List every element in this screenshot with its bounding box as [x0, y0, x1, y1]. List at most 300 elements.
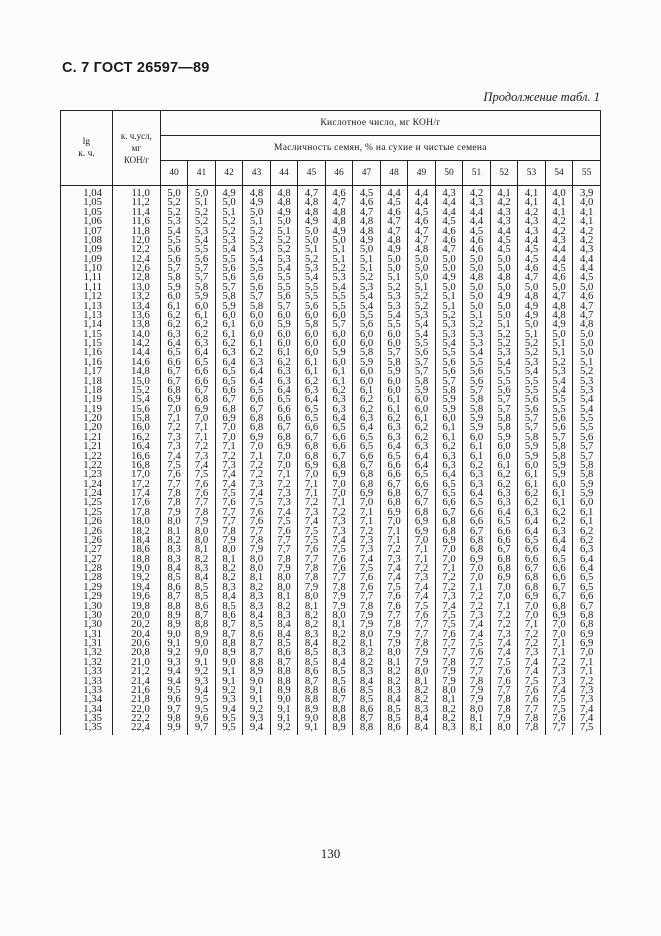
cell-oil-value: 8,4	[325, 658, 353, 667]
cell-oil-value: 5,4	[573, 395, 601, 404]
cell-oil-value: 6,0	[490, 442, 518, 451]
cell-oil-value: 7,5	[270, 517, 298, 526]
cell-oil-value: 6,6	[518, 545, 546, 554]
cell-oil-value: 7,5	[160, 461, 188, 470]
cell-oil-value: 7,5	[188, 470, 216, 479]
cell-oil-value: 6,1	[215, 330, 243, 339]
cell-oil-value: 6,1	[490, 461, 518, 470]
column-header-acid-conditional	[112, 111, 160, 186]
cell-oil-value: 7,4	[490, 648, 518, 657]
cell-lg: 1,09	[61, 255, 113, 264]
cell-oil-value: 4,7	[435, 245, 463, 254]
cell-acid-conditional: 18,8	[112, 555, 160, 564]
cell-acid-conditional: 20,0	[112, 611, 160, 620]
cell-oil-value: 7,4	[215, 470, 243, 479]
cell-oil-value: 8,1	[408, 677, 436, 686]
cell-lg: 1,26	[61, 536, 113, 545]
column-header-acid-conditional-line2: мг	[131, 143, 142, 153]
cell-oil-value: 6,7	[435, 508, 463, 517]
cell-oil-value: 5,1	[380, 273, 408, 282]
cell-oil-value: 7,2	[325, 508, 353, 517]
cell-lg: 1,16	[61, 358, 113, 367]
cell-oil-value: 6,6	[573, 592, 601, 601]
cell-oil-value: 6,0	[188, 302, 216, 311]
cell-oil-value: 7,6	[325, 564, 353, 573]
cell-oil-value: 6,5	[298, 414, 326, 423]
cell-oil-value: 5,7	[408, 367, 436, 376]
cell-oil-value: 5,0	[518, 320, 546, 329]
cell-oil-value: 6,5	[298, 405, 326, 414]
cell-oil-value: 6,3	[188, 339, 216, 348]
cell-oil-value: 8,3	[243, 602, 271, 611]
cell-oil-value: 8,1	[188, 545, 216, 554]
cell-oil-value: 6,2	[573, 527, 601, 536]
cell-oil-value: 5,2	[325, 264, 353, 273]
cell-oil-value: 8,2	[353, 658, 381, 667]
data-table	[60, 110, 601, 735]
cell-oil-value: 4,9	[325, 227, 353, 236]
cell-oil-value: 8,4	[243, 611, 271, 620]
cell-acid-conditional: 12,4	[112, 255, 160, 264]
cell-oil-value: 6,2	[463, 461, 491, 470]
cell-oil-value: 6,2	[215, 339, 243, 348]
cell-oil-value: 7,0	[435, 555, 463, 564]
cell-acid-conditional: 14,2	[112, 339, 160, 348]
cell-oil-value: 6,4	[353, 423, 381, 432]
oil-column-header: 42	[215, 161, 243, 186]
cell-oil-value: 8,2	[380, 677, 408, 686]
cell-oil-value: 5,3	[463, 330, 491, 339]
cell-oil-value: 7,7	[270, 545, 298, 554]
cell-oil-value: 6,5	[518, 536, 546, 545]
cell-oil-value: 8,2	[325, 630, 353, 639]
cell-oil-value: 6,2	[518, 498, 546, 507]
oil-column-header: 53	[518, 161, 546, 186]
cell-oil-value: 8,7	[243, 648, 271, 657]
cell-oil-value: 6,2	[545, 517, 573, 526]
cell-oil-value: 6,0	[215, 311, 243, 320]
cell-oil-value: 7,2	[435, 573, 463, 582]
cell-oil-value: 5,0	[270, 217, 298, 226]
cell-oil-value: 8,2	[188, 555, 216, 564]
cell-oil-value: 7,1	[408, 545, 436, 554]
cell-oil-value: 5,9	[270, 320, 298, 329]
cell-oil-value: 9,3	[160, 658, 188, 667]
cell-oil-value: 5,5	[298, 292, 326, 301]
cell-oil-value: 5,4	[325, 283, 353, 292]
cell-oil-value: 6,1	[463, 452, 491, 461]
cell-oil-value: 8,6	[270, 648, 298, 657]
cell-oil-value: 4,6	[435, 227, 463, 236]
cell-oil-value: 5,4	[573, 405, 601, 414]
cell-oil-value: 8,9	[160, 611, 188, 620]
cell-oil-value: 4,4	[463, 208, 491, 217]
cell-oil-value: 9,4	[160, 667, 188, 676]
cell-oil-value: 4,5	[435, 217, 463, 226]
cell-oil-value: 5,9	[160, 283, 188, 292]
cell-oil-value: 6,5	[188, 358, 216, 367]
cell-oil-value: 6,1	[325, 377, 353, 386]
cell-oil-value: 6,8	[298, 452, 326, 461]
cell-oil-value: 5,6	[545, 414, 573, 423]
cell-oil-value: 5,6	[545, 423, 573, 432]
cell-oil-value: 7,2	[463, 592, 491, 601]
cell-oil-value: 7,5	[490, 658, 518, 667]
cell-oil-value: 7,7	[435, 648, 463, 657]
cell-oil-value: 6,3	[490, 489, 518, 498]
cell-lg: 1,18	[61, 386, 113, 395]
cell-oil-value: 5,6	[243, 273, 271, 282]
cell-oil-value: 7,5	[435, 611, 463, 620]
cell-oil-value: 6,4	[270, 386, 298, 395]
cell-oil-value: 4,7	[573, 311, 601, 320]
cell-oil-value: 5,0	[463, 283, 491, 292]
cell-oil-value: 5,8	[490, 423, 518, 432]
cell-oil-value: 9,4	[215, 705, 243, 714]
cell-oil-value: 9,4	[160, 677, 188, 686]
cell-acid-conditional: 18,2	[112, 527, 160, 536]
cell-oil-value: 6,5	[215, 367, 243, 376]
cell-oil-value: 9,2	[188, 667, 216, 676]
cell-oil-value: 7,1	[408, 555, 436, 564]
cell-oil-value: 7,2	[545, 658, 573, 667]
cell-oil-value: 7,3	[408, 573, 436, 582]
cell-oil-value: 5,6	[298, 302, 326, 311]
cell-oil-value: 8,0	[435, 686, 463, 695]
cell-oil-value: 8,9	[160, 620, 188, 629]
cell-oil-value: 5,0	[380, 264, 408, 273]
cell-oil-value: 4,7	[380, 217, 408, 226]
cell-oil-value: 6,0	[380, 339, 408, 348]
cell-oil-value: 6,0	[463, 433, 491, 442]
cell-oil-value: 7,2	[188, 442, 216, 451]
cell-oil-value: 5,0	[573, 283, 601, 292]
cell-oil-value: 5,6	[353, 320, 381, 329]
cell-oil-value: 5,5	[243, 264, 271, 273]
cell-oil-value: 7,3	[270, 498, 298, 507]
cell-oil-value: 5,6	[435, 358, 463, 367]
cell-oil-value: 8,0	[490, 723, 518, 734]
cell-oil-value: 6,8	[325, 461, 353, 470]
cell-oil-value: 7,1	[270, 470, 298, 479]
cell-oil-value: 8,4	[408, 723, 436, 734]
cell-acid-conditional: 21,6	[112, 686, 160, 695]
cell-lg: 1,33	[61, 667, 113, 676]
cell-lg: 1,34	[61, 705, 113, 714]
cell-oil-value: 8,2	[243, 583, 271, 592]
cell-acid-conditional: 20,6	[112, 639, 160, 648]
cell-oil-value: 8,4	[215, 592, 243, 601]
cell-oil-value: 7,1	[380, 536, 408, 545]
cell-oil-value: 5,2	[463, 320, 491, 329]
cell-oil-value: 7,0	[435, 545, 463, 554]
cell-oil-value: 7,5	[380, 583, 408, 592]
cell-acid-conditional: 16,2	[112, 433, 160, 442]
column-header-lg	[61, 111, 113, 186]
cell-oil-value: 5,4	[408, 330, 436, 339]
oil-column-header: 51	[463, 161, 491, 186]
cell-oil-value: 4,5	[518, 255, 546, 264]
cell-oil-value: 6,8	[215, 405, 243, 414]
cell-oil-value: 8,4	[380, 695, 408, 704]
cell-oil-value: 7,7	[160, 480, 188, 489]
cell-oil-value: 5,3	[463, 339, 491, 348]
table-header	[61, 111, 601, 186]
cell-lg: 1,30	[61, 620, 113, 629]
cell-oil-value: 6,8	[408, 508, 436, 517]
cell-oil-value: 6,7	[270, 423, 298, 432]
cell-oil-value: 5,9	[463, 414, 491, 423]
cell-oil-value: 4,2	[463, 186, 491, 199]
cell-oil-value: 7,4	[573, 714, 601, 723]
cell-oil-value: 7,8	[518, 714, 546, 723]
cell-oil-value: 3,9	[573, 186, 601, 199]
cell-oil-value: 9,0	[188, 639, 216, 648]
cell-oil-value: 6,3	[243, 358, 271, 367]
cell-oil-value: 6,0	[545, 480, 573, 489]
cell-oil-value: 5,2	[490, 339, 518, 348]
cell-acid-conditional: 14,8	[112, 367, 160, 376]
cell-oil-value: 7,6	[243, 517, 271, 526]
table-row	[61, 723, 601, 734]
cell-oil-value: 8,2	[325, 639, 353, 648]
cell-oil-value: 5,3	[380, 292, 408, 301]
cell-lg: 1,33	[61, 677, 113, 686]
cell-oil-value: 6,6	[243, 395, 271, 404]
cell-lg: 1,21	[61, 442, 113, 451]
cell-oil-value: 8,1	[243, 573, 271, 582]
cell-acid-conditional: 13,0	[112, 283, 160, 292]
cell-oil-value: 7,7	[490, 686, 518, 695]
cell-oil-value: 7,6	[408, 611, 436, 620]
cell-lg: 1,30	[61, 602, 113, 611]
cell-oil-value: 7,9	[435, 677, 463, 686]
cell-oil-value: 6,6	[215, 386, 243, 395]
cell-lg: 1,26	[61, 517, 113, 526]
cell-acid-conditional: 18,0	[112, 517, 160, 526]
cell-oil-value: 5,3	[243, 245, 271, 254]
cell-oil-value: 4,8	[573, 320, 601, 329]
cell-oil-value: 4,1	[573, 217, 601, 226]
cell-oil-value: 6,8	[490, 564, 518, 573]
cell-oil-value: 5,0	[408, 264, 436, 273]
cell-oil-value: 7,0	[490, 583, 518, 592]
cell-oil-value: 5,3	[188, 227, 216, 236]
cell-oil-value: 6,7	[490, 545, 518, 554]
cell-oil-value: 6,3	[435, 452, 463, 461]
cell-oil-value: 5,0	[490, 264, 518, 273]
cell-oil-value: 7,4	[215, 480, 243, 489]
cell-oil-value: 6,5	[463, 498, 491, 507]
cell-oil-value: 5,9	[490, 433, 518, 442]
cell-oil-value: 5,0	[463, 255, 491, 264]
cell-oil-value: 7,5	[545, 705, 573, 714]
cell-oil-value: 7,5	[298, 536, 326, 545]
cell-oil-value: 6,4	[408, 452, 436, 461]
cell-oil-value: 5,1	[490, 320, 518, 329]
cell-oil-value: 6,5	[573, 583, 601, 592]
cell-oil-value: 7,4	[463, 630, 491, 639]
cell-oil-value: 6,8	[545, 602, 573, 611]
cell-lg: 1,26	[61, 527, 113, 536]
oil-column-header: 43	[243, 161, 271, 186]
cell-oil-value: 9,1	[243, 686, 271, 695]
cell-oil-value: 6,6	[325, 442, 353, 451]
cell-oil-value: 5,4	[435, 339, 463, 348]
cell-oil-value: 8,1	[325, 620, 353, 629]
cell-oil-value: 6,9	[353, 489, 381, 498]
cell-oil-value: 6,3	[160, 330, 188, 339]
cell-oil-value: 6,8	[353, 470, 381, 479]
cell-oil-value: 5,9	[463, 423, 491, 432]
cell-oil-value: 4,6	[573, 292, 601, 301]
cell-oil-value: 6,0	[325, 330, 353, 339]
cell-oil-value: 5,1	[298, 245, 326, 254]
cell-oil-value: 6,1	[573, 517, 601, 526]
cell-oil-value: 8,1	[353, 639, 381, 648]
cell-oil-value: 8,1	[160, 527, 188, 536]
cell-oil-value: 6,9	[545, 611, 573, 620]
cell-oil-value: 4,7	[573, 302, 601, 311]
cell-oil-value: 5,7	[270, 302, 298, 311]
cell-oil-value: 5,5	[518, 386, 546, 395]
cell-oil-value: 5,4	[243, 255, 271, 264]
cell-oil-value: 4,4	[380, 186, 408, 199]
cell-oil-value: 5,7	[463, 386, 491, 395]
cell-oil-value: 7,3	[463, 611, 491, 620]
cell-oil-value: 7,3	[243, 480, 271, 489]
cell-oil-value: 5,5	[325, 302, 353, 311]
cell-oil-value: 5,7	[490, 395, 518, 404]
cell-oil-value: 7,3	[298, 508, 326, 517]
cell-oil-value: 5,1	[270, 227, 298, 236]
cell-oil-value: 7,3	[270, 489, 298, 498]
cell-acid-conditional: 15,2	[112, 386, 160, 395]
cell-oil-value: 5,1	[518, 330, 546, 339]
cell-oil-value: 7,2	[215, 452, 243, 461]
cell-oil-value: 7,3	[325, 527, 353, 536]
cell-oil-value: 7,3	[518, 648, 546, 657]
cell-oil-value: 7,0	[463, 573, 491, 582]
cell-oil-value: 5,4	[353, 292, 381, 301]
cell-oil-value: 5,7	[188, 273, 216, 282]
cell-oil-value: 5,0	[490, 311, 518, 320]
cell-oil-value: 5,6	[435, 367, 463, 376]
cell-oil-value: 9,1	[270, 714, 298, 723]
cell-oil-value: 6,6	[270, 405, 298, 414]
cell-oil-value: 5,9	[380, 367, 408, 376]
cell-oil-value: 5,9	[435, 395, 463, 404]
cell-oil-value: 5,0	[490, 302, 518, 311]
cell-oil-value: 8,7	[215, 630, 243, 639]
cell-oil-value: 5,2	[298, 255, 326, 264]
cell-lg: 1,20	[61, 414, 113, 423]
cell-oil-value: 6,7	[215, 395, 243, 404]
cell-oil-value: 8,3	[188, 564, 216, 573]
cell-lg: 1,13	[61, 302, 113, 311]
cell-oil-value: 7,6	[188, 489, 216, 498]
cell-oil-value: 6,2	[298, 377, 326, 386]
cell-acid-conditional: 17,6	[112, 498, 160, 507]
cell-acid-conditional: 11,8	[112, 227, 160, 236]
cell-oil-value: 4,8	[380, 236, 408, 245]
cell-oil-value: 4,4	[545, 245, 573, 254]
cell-oil-value: 5,6	[518, 395, 546, 404]
cell-oil-value: 8,9	[215, 648, 243, 657]
cell-oil-value: 4,6	[545, 273, 573, 282]
cell-lg: 1,14	[61, 320, 113, 329]
cell-oil-value: 4,7	[325, 198, 353, 207]
cell-oil-value: 5,0	[545, 330, 573, 339]
cell-oil-value: 5,2	[380, 283, 408, 292]
cell-oil-value: 7,8	[215, 527, 243, 536]
cell-lg: 1,08	[61, 236, 113, 245]
page-number: 130	[320, 846, 341, 861]
cell-oil-value: 6,0	[353, 330, 381, 339]
cell-acid-conditional: 19,0	[112, 564, 160, 573]
cell-oil-value: 6,9	[160, 395, 188, 404]
cell-oil-value: 5,0	[215, 198, 243, 207]
cell-oil-value: 4,8	[518, 292, 546, 301]
cell-oil-value: 7,4	[408, 583, 436, 592]
cell-oil-value: 6,2	[353, 405, 381, 414]
cell-oil-value: 7,1	[353, 517, 381, 526]
cell-oil-value: 9,2	[215, 686, 243, 695]
cell-acid-conditional: 19,6	[112, 592, 160, 601]
cell-oil-value: 5,5	[545, 405, 573, 414]
cell-oil-value: 8,3	[435, 723, 463, 734]
cell-oil-value: 5,5	[573, 414, 601, 423]
cell-acid-conditional: 22,4	[112, 723, 160, 734]
cell-oil-value: 5,4	[518, 367, 546, 376]
cell-oil-value: 5,0	[325, 236, 353, 245]
cell-oil-value: 8,3	[160, 545, 188, 554]
cell-oil-value: 5,3	[573, 377, 601, 386]
cell-oil-value: 7,9	[408, 648, 436, 657]
cell-oil-value: 6,4	[243, 377, 271, 386]
cell-oil-value: 9,3	[215, 695, 243, 704]
cell-oil-value: 4,6	[518, 264, 546, 273]
cell-oil-value: 8,3	[243, 592, 271, 601]
cell-oil-value: 9,8	[160, 714, 188, 723]
cell-oil-value: 5,9	[215, 302, 243, 311]
cell-lg: 1,34	[61, 695, 113, 704]
cell-oil-value: 4,7	[380, 227, 408, 236]
cell-oil-value: 8,1	[463, 714, 491, 723]
cell-oil-value: 7,8	[298, 564, 326, 573]
cell-oil-value: 7,1	[160, 414, 188, 423]
cell-oil-value: 8,0	[463, 705, 491, 714]
cell-oil-value: 6,3	[298, 386, 326, 395]
cell-oil-value: 6,5	[353, 442, 381, 451]
cell-oil-value: 8,2	[298, 611, 326, 620]
cell-oil-value: 5,8	[380, 358, 408, 367]
cell-acid-conditional: 14,4	[112, 348, 160, 357]
cell-oil-value: 6,0	[298, 330, 326, 339]
cell-oil-value: 5,3	[215, 236, 243, 245]
cell-oil-value: 4,6	[353, 198, 381, 207]
cell-acid-conditional: 11,0	[112, 186, 160, 199]
cell-oil-value: 7,0	[215, 433, 243, 442]
cell-oil-value: 7,1	[298, 489, 326, 498]
cell-oil-value: 5,2	[160, 208, 188, 217]
cell-oil-value: 6,4	[215, 358, 243, 367]
cell-acid-conditional: 13,4	[112, 302, 160, 311]
cell-oil-value: 6,7	[545, 592, 573, 601]
cell-oil-value: 7,6	[215, 498, 243, 507]
cell-oil-value: 9,5	[215, 723, 243, 734]
cell-oil-value: 5,9	[325, 348, 353, 357]
